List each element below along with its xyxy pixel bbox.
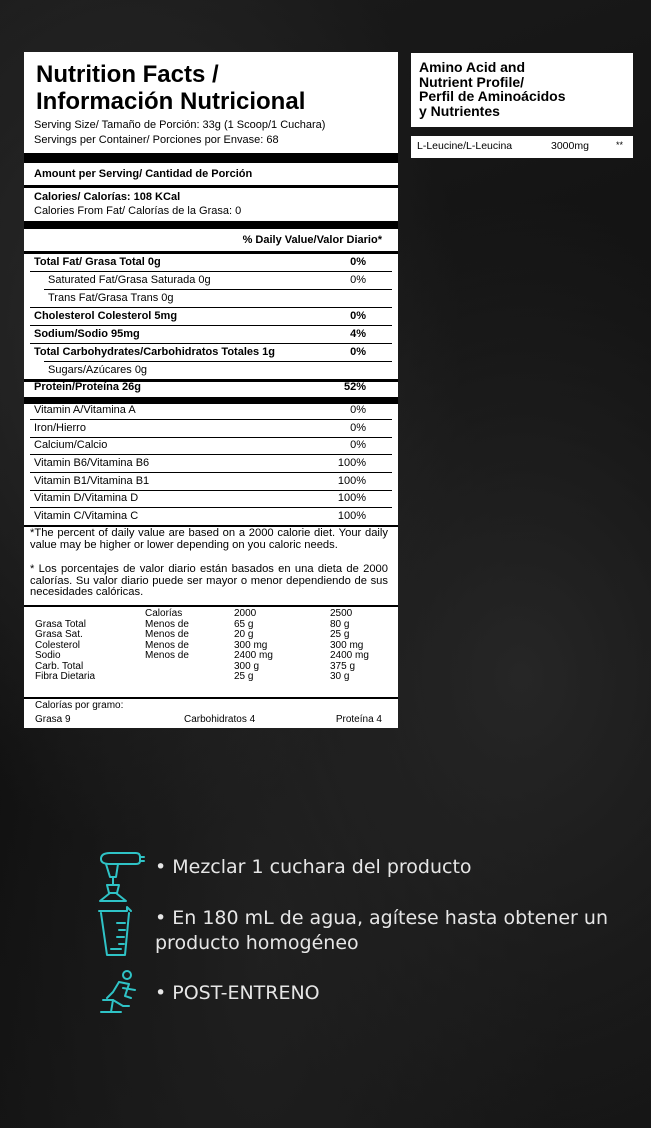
amino-title-line: Amino Acid and: [419, 59, 526, 75]
thick-divider: [24, 221, 398, 229]
ref-cell: 25 g: [234, 671, 254, 682]
nutrient-label: Cholesterol Colesterol 5mg: [34, 310, 178, 322]
nutrient-value: 0%: [350, 346, 366, 358]
nutrient-label: Protein/Proteína 26g: [34, 381, 141, 393]
nutrient-row: [34, 379, 384, 396]
nutrition-title-line1: Nutrition Facts /: [36, 61, 219, 88]
nutrient-label: Sugars/Azúcares 0g: [48, 364, 148, 376]
instruction-step-3: • POST-ENTRENO: [155, 982, 320, 1004]
nutrition-facts-panel: [24, 52, 398, 728]
reference-row: [35, 641, 380, 652]
amino-title-line: Perfil de Aminoácidos: [419, 88, 566, 104]
ref-cell: Fibra Dietaria: [35, 671, 96, 682]
calories-from-fat: Calories From Fat/ Calorías de la Grasa: 0: [34, 205, 242, 217]
nutrient-label: Trans Fat/Grasa Trans 0g: [48, 292, 174, 304]
serving-size: Serving Size/ Tamaño de Porción: 33g (1 Scoop/1 Cuchara): [34, 119, 326, 131]
calories-per-gram-label: Calorías por gramo:: [35, 700, 124, 711]
vitamin-label: Vitamin D/Vitamina D: [34, 492, 139, 504]
ref-cell: Colesterol: [35, 639, 81, 651]
ref-cell: 20 g: [234, 629, 254, 640]
calories-per-gram-carbs: Carbohidratos 4: [184, 714, 256, 725]
nutrient-row: [34, 254, 384, 271]
ref-cell: 2000: [234, 608, 257, 619]
vitamin-row: [34, 402, 384, 419]
nutrient-row: [48, 272, 384, 289]
vitamin-row: [34, 473, 384, 490]
nutrient-label: Saturated Fat/Grasa Saturada 0g: [48, 274, 211, 286]
ref-cell: Calorías: [145, 608, 183, 619]
footnote-spanish: * Los porcentajes de valor diario están basados en una dieta de 2000 calorías. Su valor diario puede ser mayor o menor dependiendo de sus necesidades calóricas.: [30, 563, 388, 598]
ref-cell: Menos de: [145, 618, 189, 630]
scoop-icon: [96, 851, 146, 908]
ref-cell: [145, 672, 234, 683]
vitamin-value: 100%: [337, 510, 366, 522]
thick-divider: [24, 153, 398, 163]
amino-title-line: y Nutrientes: [419, 102, 500, 119]
nutrient-value: 4%: [350, 328, 366, 340]
calories-per-gram-fat: Grasa 9: [35, 714, 71, 725]
vitamin-value: 100%: [337, 457, 366, 469]
divider: [24, 697, 398, 699]
vitamin-label: Calcium/Calcio: [34, 439, 108, 451]
nutrient-row: [48, 362, 384, 379]
ref-cell: 65 g: [234, 618, 254, 630]
ref-cell: Sodio: [35, 650, 61, 661]
nutrient-label: Sodium/Sodio 95mg: [34, 328, 140, 340]
nutrient-label: Total Carbohydrates/Carbohidratos Totales 1g: [34, 346, 276, 358]
reference-row: [35, 651, 380, 662]
vitamin-value: 0%: [350, 404, 366, 416]
vitamin-row: [34, 420, 384, 437]
nutrient-row: [34, 344, 384, 361]
ref-cell: 300 mg: [330, 639, 364, 651]
ref-cell: 300 g: [234, 660, 260, 672]
reference-row: [35, 620, 380, 631]
vitamin-value: 100%: [337, 475, 366, 487]
leucine-value: 3000mg: [551, 140, 589, 152]
ref-cell: Grasa Sat.: [35, 629, 83, 640]
ref-cell: Grasa Total: [35, 618, 86, 630]
reference-row: [35, 630, 380, 641]
amount-per-serving: Amount per Serving/ Cantidad de Porción: [34, 168, 253, 180]
nutrition-title-line2: Información Nutricional: [36, 88, 306, 115]
shaker-cup-icon: [97, 905, 137, 962]
ref-cell: 375 g: [330, 660, 356, 672]
amino-title-line: Nutrient Profile/: [419, 73, 525, 90]
amino-profile-header: [411, 53, 633, 127]
vitamin-row: [34, 437, 384, 454]
nutrient-value: 0%: [350, 310, 366, 322]
nutrient-value: 52%: [343, 381, 366, 393]
vitamin-label: Vitamin B1/Vitamina B1: [34, 475, 150, 487]
vitamin-value: 100%: [337, 492, 366, 504]
footnote-english: *The percent of daily value are based on a 2000 calorie diet. Your daily value may be higher or lower depending on you caloric needs.: [30, 527, 388, 551]
ref-cell: 2400 mg: [234, 650, 273, 661]
ref-cell: Menos de: [145, 650, 189, 661]
divider: [24, 605, 398, 607]
ref-cell: 2400 mg: [330, 650, 369, 661]
ref-cell: [35, 609, 145, 620]
vitamin-value: 0%: [350, 422, 366, 434]
vitamin-label: Iron/Hierro: [34, 422, 86, 434]
reference-row: [35, 672, 380, 683]
ref-cell: Menos de: [145, 629, 189, 640]
workout-icon: [99, 970, 139, 1019]
ref-cell: Menos de: [145, 639, 189, 651]
leucine-mark: **: [616, 140, 624, 150]
divider: [24, 185, 398, 188]
instruction-step-2: • En 180 mL de agua, agítese hasta obtener un producto homogéneo: [155, 907, 608, 954]
servings-per-container: Servings per Container/ Porciones por Envase: 68: [34, 134, 279, 146]
leucine-label: L-Leucine/L-Leucina: [417, 140, 513, 152]
ref-cell: 30 g: [330, 671, 350, 682]
reference-table: [35, 609, 380, 683]
vitamin-row: [34, 455, 384, 472]
instruction-step-1: • Mezclar 1 cuchara del producto: [155, 856, 472, 878]
ref-cell: 25 g: [330, 629, 350, 640]
calories-per-gram-protein: Proteína 4: [335, 714, 382, 725]
reference-header-row: [35, 609, 380, 620]
ref-cell: 300 mg: [234, 639, 268, 651]
vitamin-label: Vitamin B6/Vitamina B6: [34, 457, 150, 469]
ref-cell: 80 g: [330, 618, 350, 630]
nutrient-row: [34, 308, 384, 325]
calories: Calories/ Calorías: 108 KCal: [34, 191, 181, 203]
leucine-row: [411, 136, 633, 158]
vitamin-value: 0%: [350, 439, 366, 451]
nutrient-row: [34, 326, 384, 343]
daily-value-header: % Daily Value/Valor Diario*: [242, 234, 382, 246]
nutrient-row: [48, 290, 384, 307]
nutrient-label: Total Fat/ Grasa Total 0g: [34, 256, 161, 268]
vitamin-label: Vitamin A/Vitamina A: [34, 404, 136, 416]
vitamin-row: [34, 490, 384, 507]
nutrient-value: 0%: [350, 274, 366, 286]
vitamin-row: [34, 508, 384, 525]
nutrient-value: 0%: [350, 256, 366, 268]
ref-cell: 2500: [330, 608, 353, 619]
vitamin-label: Vitamin C/Vitamina C: [34, 510, 139, 522]
ref-cell: [145, 662, 234, 673]
ref-cell: Carb. Total: [35, 660, 84, 672]
